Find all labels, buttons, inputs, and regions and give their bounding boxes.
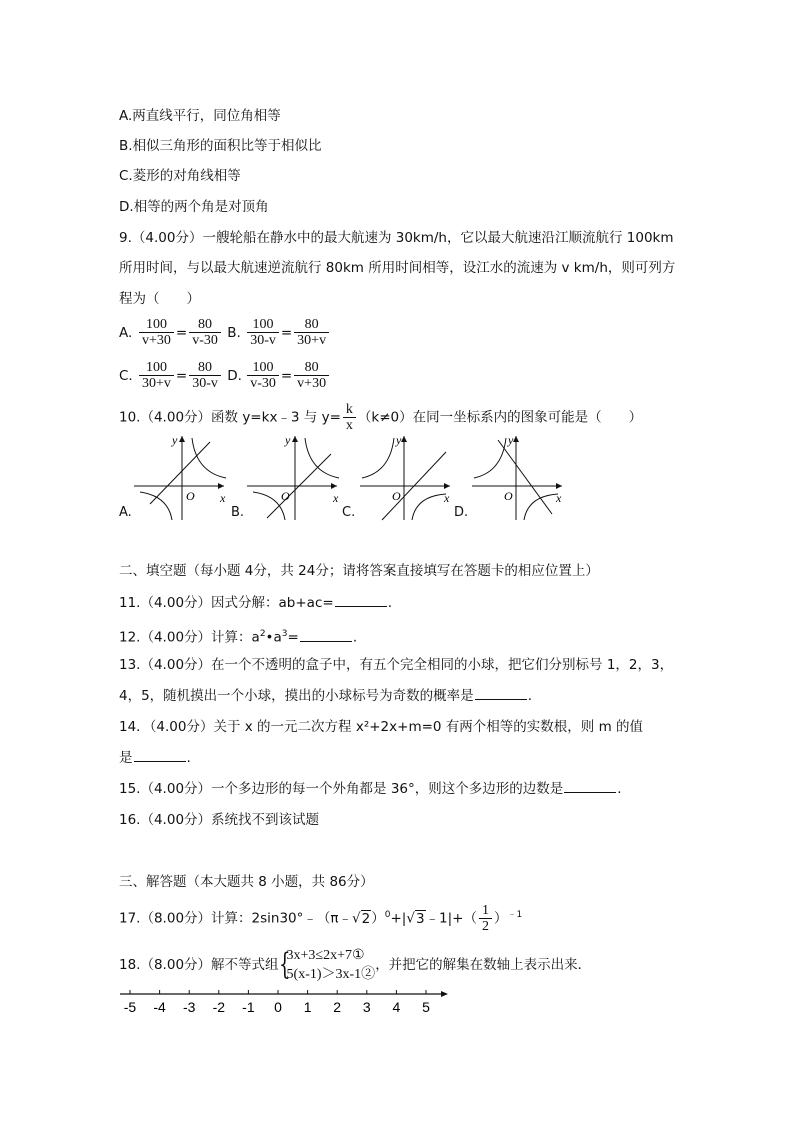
q17: 17.（8.00分）计算：2sin30°﹣（π﹣√2）$^0$+|√3﹣1|+（ $\frac{1}{2}$ ）$^{﹣1}$ [119,903,523,934]
q12-answer-blank[interactable] [300,641,352,642]
q14-answer-blank[interactable] [134,761,186,762]
q10-graph-a-origin-label: O [186,489,195,503]
q14-line-2: 是 . [119,750,191,766]
q10-graph-d [468,432,566,522]
q10-option-c: C. [342,505,356,520]
q14-line-1: 14．（4.00分）关于 x 的一元二次方程 x²+2x+m=0 有两个相等的实数根，则 m 的值 [119,719,644,735]
q10-graph-d-x-label: x [556,491,562,505]
number-line-tick-label: 4 [392,999,401,1015]
section-2-title: 二、填空题（每小题 4分，共 24分；请将答案直接填写在答题卡的相应位置上） [119,563,599,579]
q8-option-d: D.相等的两个角是对顶角 [119,199,269,215]
q10-graph-a [130,432,228,522]
section-3-title: 三、解答题（本大题共 8 小题，共 86分） [119,874,374,890]
q10-graph-c [356,432,454,522]
number-line-tick-label: 3 [362,999,371,1015]
q10-graph-b-origin-label: O [281,489,290,503]
q11: 11.（4.00分）因式分解：ab+ac= . [119,595,392,611]
q10-graph-b [243,432,341,522]
q9-option-b: B. $\frac{100}{30-v}$ = $\frac{80}{30+v}$ [227,325,331,341]
q8-option-a: A.两直线平行，同位角相等 [119,108,281,124]
q18: 18.（8.00分）解不等式组 { 3x+3≤2x+7① 5(x-1)＞3x-1② ，并把它的解集在数轴上表示出来． [119,946,591,984]
q9-options-row-2 [119,360,331,391]
inequality-system: { 3x+3≤2x+7① 5(x-1)＞3x-1② [279,946,376,984]
q10-option-a: A. [119,505,132,520]
q10-graph-a-x-label: x [220,491,226,505]
q10-graph-b-x-label: x [333,491,339,505]
number-line-tick-label: -2 [212,999,226,1015]
q9-line-2: 所用时间，与以最大航速逆流航行 80km 所用时间相等，设江水的流速为 v km/h，则可列方 [119,260,676,276]
number-line-tick-label: -1 [242,999,255,1015]
q8-option-b: B.相似三角形的面积比等于相似比 [119,138,322,154]
q10-graph-b-y-label: y [285,433,291,447]
q9-option-c: C. $\frac{100}{30+v}$ = $\frac{80}{30-v}$ [119,368,227,384]
q11-answer-blank[interactable] [335,606,387,607]
sqrt-icon: √ [406,910,415,927]
number-line-tick-label: -3 [182,999,196,1015]
q9-line-1: 9.（4.00分）一艘轮船在静水中的最大航速为 30km/h，它以最大航速沿江顺流航行 100km [119,230,674,246]
q10-graph-c-origin-label: O [392,489,401,503]
q13-line-2: 4，5，随机摸出一个小球，摸出的小球标号为奇数的概率是 . [119,688,532,704]
number-line-tick-label: 0 [274,999,282,1015]
q9-option-a: A. $\frac{100}{v+30}$ = $\frac{80}{v-30}$ [119,325,227,341]
q9-option-d: D. $\frac{100}{v-30}$ = $\frac{80}{v+30}$ [227,368,331,384]
left-brace-icon: { [278,947,290,982]
number-line [116,988,456,1018]
q10-option-b: B. [231,505,245,520]
sqrt-icon: √ [352,910,361,927]
number-line-tick-label: 5 [422,999,430,1015]
q10-graph-d-y-label: y [508,433,514,447]
number-line-tick-label: 2 [333,999,342,1015]
q9-options-row-1 [119,317,331,348]
number-line-tick-label: -5 [123,999,137,1015]
q8-option-c: C.菱形的对角线相等 [119,168,241,184]
number-line-tick-label: -4 [153,999,166,1015]
q10-graph-c-x-label: x [444,491,450,505]
q13-line-1: 13.（4.00分）在一个不透明的盒子中，有五个完全相同的小球，把它们分别标号 1，2，3， [119,657,674,673]
q10-graph-a-y-label: y [172,433,178,447]
q9-line-3: 程为（ ） [119,291,200,307]
q10-graph-c-y-label: y [396,433,402,447]
number-line-tick-label: 1 [303,999,312,1015]
q10-option-d: D. [454,505,469,520]
q13-answer-blank[interactable] [475,699,527,700]
q12: 12.（4.00分）计算：$a^2•a^3=$ . [119,629,358,646]
q15-answer-blank[interactable] [564,792,616,793]
q16: 16.（4.00分）系统找不到该试题 [119,812,320,828]
q10-graph-d-origin-label: O [504,489,513,503]
q15: 15.（4.00分）一个多边形的每一个外角都是 36°，则这个多边形的边数是 . [119,781,622,797]
q10-stem: 10.（4.00分）函数 y=kx﹣3 与 y= $\frac{k}{x}$ （k≠0）在同一坐标系内的图象可能是（ ） [119,402,643,433]
